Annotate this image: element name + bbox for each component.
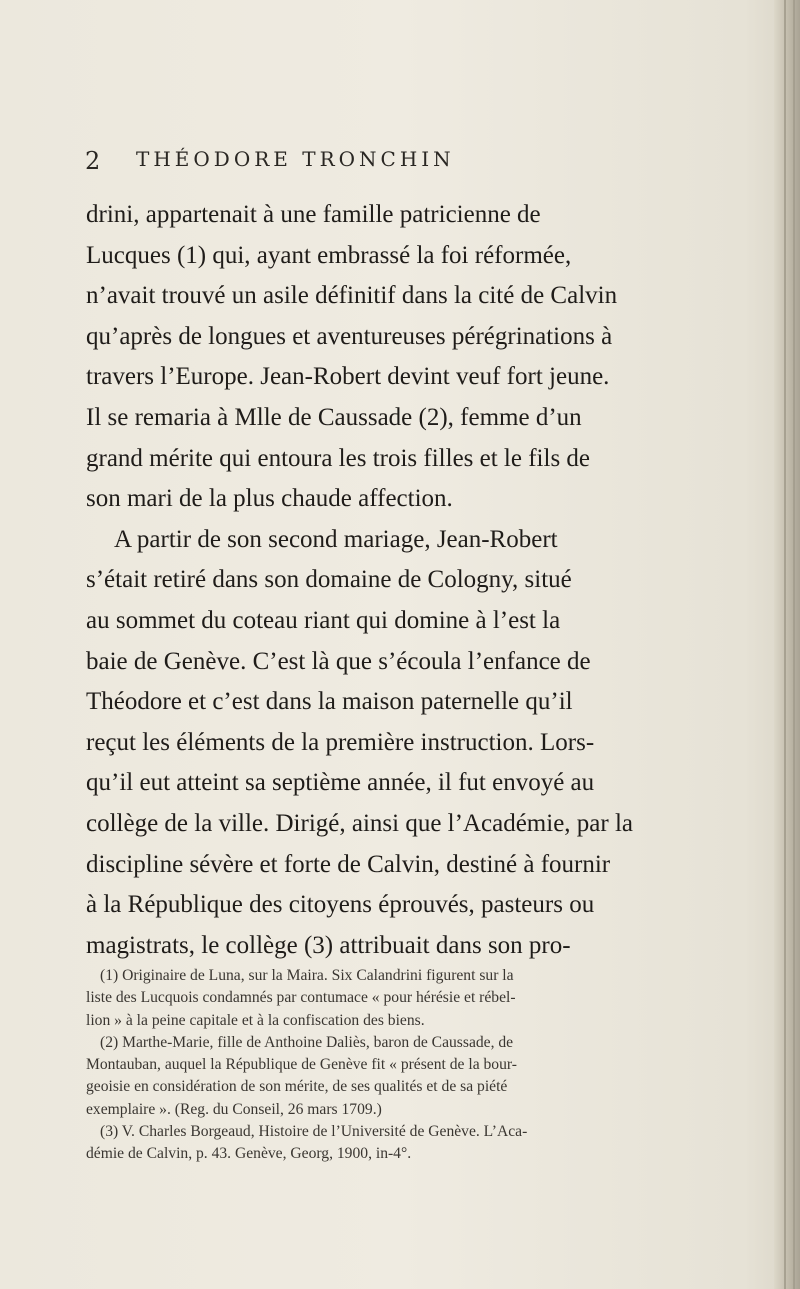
text-line: travers l’Europe. Jean-Robert devint veuf fort jeune. bbox=[86, 363, 610, 391]
text-line: Théodore et c’est dans la maison paternelle qu’il bbox=[86, 688, 573, 716]
footnote-line: démie de Calvin, p. 43. Genève, Georg, 1900, in-4°. bbox=[86, 1145, 412, 1163]
footnote-line: (3) V. Charles Borgeaud, Histoire de l’Université de Genève. L’Aca- bbox=[100, 1123, 528, 1141]
text-line: reçut les éléments de la première instruction. Lors- bbox=[86, 728, 595, 756]
text-line: magistrats, le collège (3) attribuait dans son pro- bbox=[86, 931, 571, 959]
footnote-line: lion » à la peine capitale et à la confiscation des biens. bbox=[86, 1011, 425, 1029]
footnote-line: Montauban, auquel la République de Genève fit « présent de la bour- bbox=[86, 1056, 517, 1074]
footnote-line: exemplaire ». (Reg. du Conseil, 26 mars 1709.) bbox=[86, 1100, 382, 1118]
page-number: 2 bbox=[85, 147, 101, 175]
main-text bbox=[86, 195, 760, 966]
text-line: discipline sévère et forte de Calvin, destiné à fournir bbox=[86, 850, 611, 878]
text-line: son mari de la plus chaude affection. bbox=[86, 485, 453, 513]
page-edge-line bbox=[793, 0, 795, 1289]
page-edge-shadow bbox=[774, 0, 800, 1289]
text-line: n’avait trouvé un asile définitif dans la cité de Calvin bbox=[86, 282, 618, 310]
text-line: au sommet du coteau riant qui domine à l’est la bbox=[86, 606, 561, 634]
running-head bbox=[0, 147, 800, 177]
page-edge-line bbox=[784, 0, 786, 1289]
text-line: drini, appartenait à une famille patricienne de bbox=[86, 201, 541, 228]
running-title: THÉODORE TRONCHIN bbox=[136, 147, 455, 171]
footnote-line: liste des Lucquois condamnés par contumace « pour hérésie et rébel- bbox=[86, 989, 516, 1007]
text-line: baie de Genève. C’est là que s’écoula l’enfance de bbox=[86, 647, 591, 675]
text-line: collège de la ville. Dirigé, ainsi que l’Académie, par la bbox=[86, 809, 633, 837]
text-line: à la République des citoyens éprouvés, pasteurs ou bbox=[86, 891, 595, 919]
text-line: Il se remaria à Mlle de Caussade (2), femme d’un bbox=[86, 403, 582, 431]
footnote-line: (1) Originaire de Luna, sur la Maira. Six Calandrini figurent sur la bbox=[100, 967, 514, 984]
text-line: A partir de son second mariage, Jean-Robert bbox=[114, 525, 558, 553]
text-line: qu’il eut atteint sa septième année, il fut envoyé au bbox=[86, 769, 595, 797]
footnote-line: (2) Marthe-Marie, fille de Anthoine Daliès, baron de Caussade, de bbox=[100, 1033, 514, 1051]
footnote-line: geoisie en considération de son mérite, de ses qualités et de sa piété bbox=[86, 1078, 508, 1096]
footnotes bbox=[86, 965, 760, 1166]
text-line: s’était retiré dans son domaine de Cologny, situé bbox=[86, 566, 572, 594]
text-line: Lucques (1) qui, ayant embrassé la foi réformée, bbox=[86, 241, 572, 269]
text-line: grand mérite qui entoura les trois filles et le fils de bbox=[86, 444, 591, 472]
text-line: qu’après de longues et aventureuses pérégrinations à bbox=[86, 322, 613, 350]
